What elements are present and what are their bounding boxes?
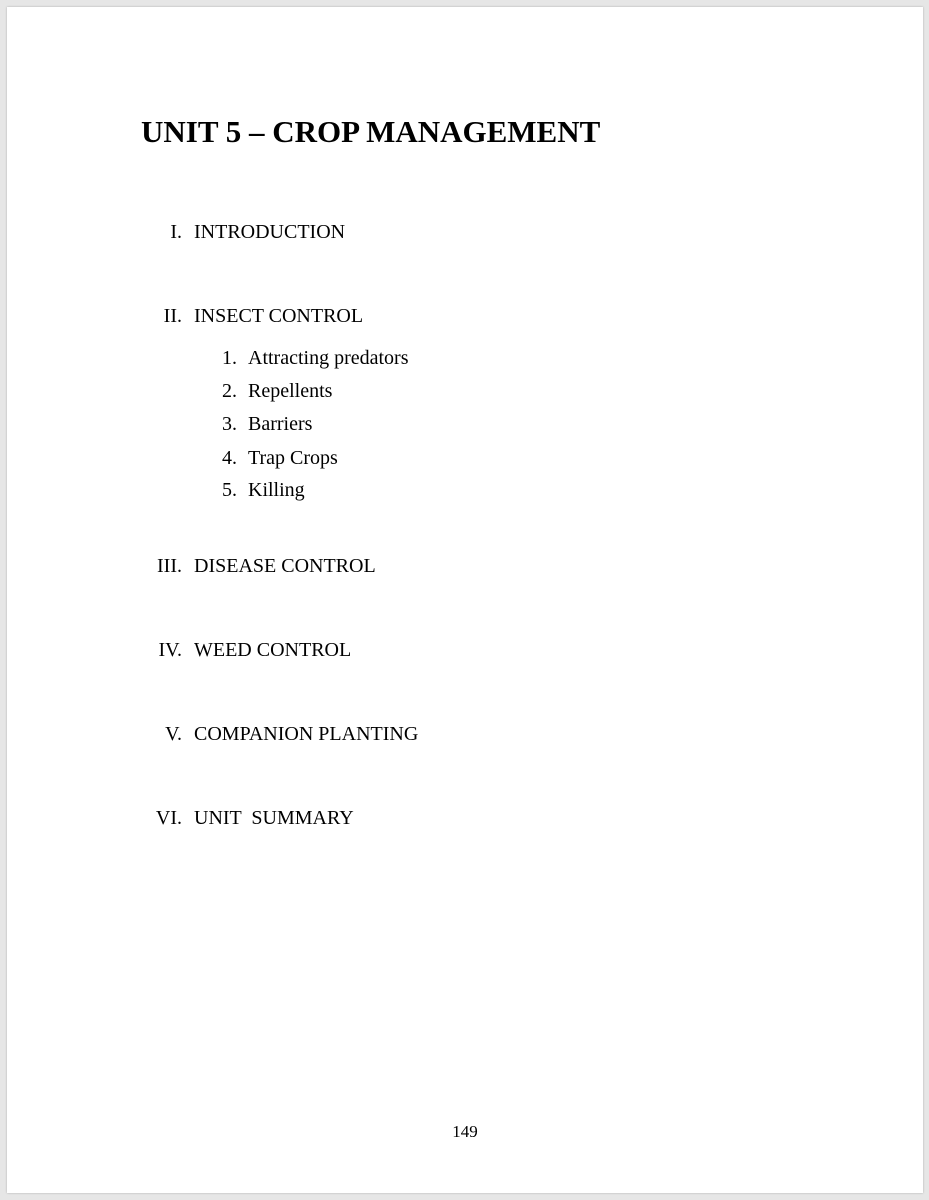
section-label: INSECT CONTROL [194, 305, 364, 327]
page-number: 149 [452, 1122, 478, 1141]
section-label: UNIT SUMMARY [194, 807, 354, 829]
list-item-number: 2. [222, 380, 237, 402]
list-item-number: 5. [222, 479, 237, 501]
list-item-label: Killing [248, 479, 305, 501]
section-number: II. [163, 305, 182, 327]
section-number: V. [165, 723, 182, 745]
list-item-label: Attracting predators [248, 347, 409, 369]
list-item-number: 4. [222, 447, 237, 469]
section-label: COMPANION PLANTING [194, 723, 419, 745]
section-number: I. [170, 221, 182, 243]
section-number: III. [157, 555, 182, 577]
section-label: WEED CONTROL [194, 639, 352, 661]
list-item-label: Repellents [248, 380, 333, 402]
document-page [7, 7, 923, 1193]
list-item-number: 3. [222, 413, 237, 435]
list-item-label: Trap Crops [248, 447, 338, 469]
list-item-number: 1. [222, 347, 237, 369]
list-item-label: Barriers [248, 413, 313, 435]
section-number: IV. [158, 639, 182, 661]
section-label: INTRODUCTION [194, 221, 346, 243]
section-number: VI. [155, 807, 182, 829]
unit-title: UNIT 5 – CROP MANAGEMENT [141, 114, 601, 149]
section-label: DISEASE CONTROL [194, 555, 376, 577]
